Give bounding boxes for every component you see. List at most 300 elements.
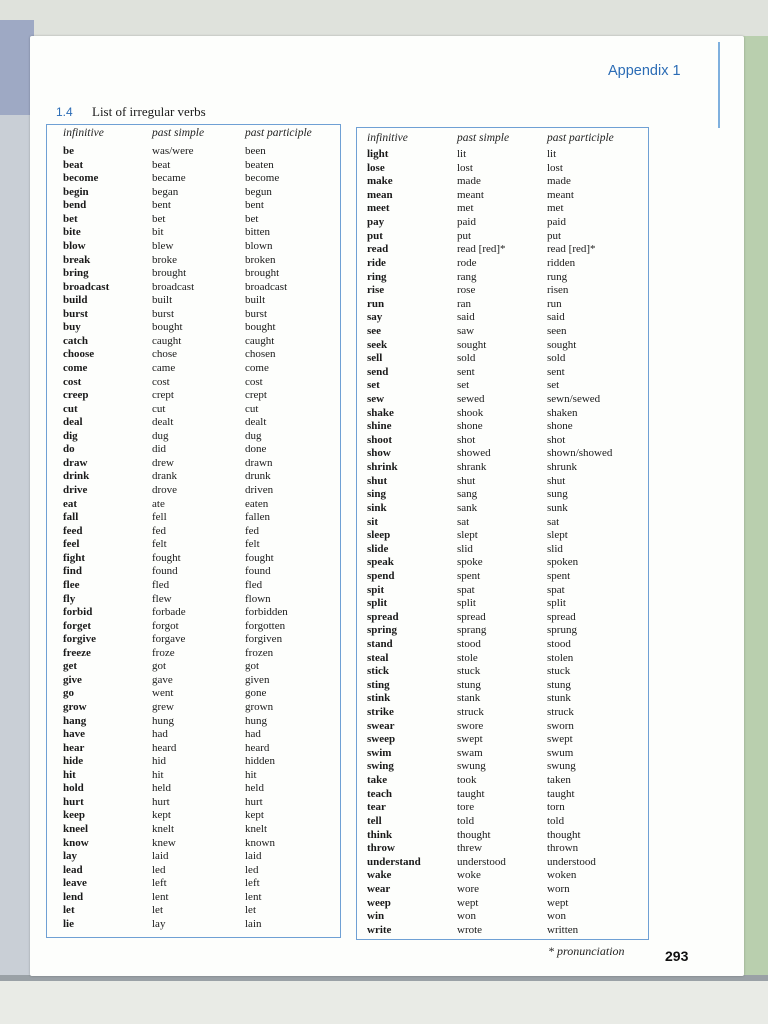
verb-row [47, 294, 340, 308]
past-simple-cell: won [457, 910, 476, 923]
past-participle-cell: spat [547, 583, 565, 596]
infinitive-cell: light [367, 148, 389, 160]
past-participle-cell: driven [245, 484, 274, 496]
column-header: past simple [457, 132, 510, 144]
past-simple-cell: hurt [152, 795, 170, 808]
infinitive-cell: bet [63, 212, 78, 225]
past-participle-cell: brought [245, 267, 280, 279]
verb-row [357, 393, 648, 407]
past-simple-cell: woke [457, 869, 481, 882]
verb-row [357, 597, 648, 611]
verb-row [47, 525, 340, 539]
past-participle-cell: had [245, 728, 261, 741]
infinitive-cell: weep [367, 896, 391, 909]
verb-row [47, 674, 340, 688]
past-simple-cell: got [152, 660, 167, 673]
verb-row [47, 823, 340, 837]
verb-row [357, 556, 648, 570]
verb-row [357, 175, 648, 189]
verb-row [47, 511, 340, 525]
past-participle-cell: stuck [547, 665, 571, 678]
verb-row [47, 837, 340, 851]
past-simple-cell: hid [152, 755, 167, 768]
verb-row [47, 389, 340, 403]
past-simple-cell: broadcast [152, 280, 195, 293]
infinitive-cell: sting [367, 678, 390, 691]
infinitive-cell: flee [63, 578, 80, 591]
verb-row [357, 692, 648, 706]
verb-table-left [46, 124, 341, 938]
past-participle-cell: let [245, 904, 256, 917]
past-simple-cell: met [457, 202, 474, 215]
infinitive-cell: grow [63, 701, 87, 713]
past-simple-cell: cut [152, 402, 166, 415]
past-simple-cell: went [152, 687, 174, 700]
scan-background-left-tab [0, 20, 34, 115]
verb-row [357, 856, 648, 870]
past-simple-cell: stank [457, 692, 481, 705]
verb-row [357, 488, 648, 502]
past-simple-cell: said [457, 311, 475, 324]
verb-row [357, 897, 648, 911]
past-simple-cell: hung [152, 714, 174, 727]
verb-row [357, 883, 648, 897]
infinitive-cell: see [367, 324, 382, 337]
past-participle-cell: wept [547, 896, 569, 909]
infinitive-cell: swear [367, 719, 395, 732]
past-simple-cell: slid [457, 542, 473, 555]
past-participle-cell: sunk [547, 501, 568, 514]
verb-row [47, 172, 340, 186]
infinitive-cell: tear [367, 801, 386, 814]
verb-row [357, 325, 648, 339]
scan-background-top [0, 0, 768, 40]
infinitive-cell: show [367, 447, 391, 460]
past-participle-cell: thrown [547, 842, 579, 855]
infinitive-cell: ring [367, 270, 387, 283]
infinitive-cell: deal [63, 416, 83, 429]
verb-row [357, 706, 648, 720]
past-simple-cell: fought [152, 551, 181, 564]
past-participle-cell: made [547, 175, 571, 188]
verb-row [357, 298, 648, 312]
section-title: List of irregular verbs [92, 104, 206, 119]
footnote: * pronunciation [548, 944, 625, 958]
past-simple-cell: swore [457, 719, 484, 732]
past-participle-cell: taken [547, 774, 571, 787]
verb-row [357, 910, 648, 924]
past-participle-cell: crept [245, 389, 267, 402]
past-participle-cell: beaten [245, 158, 274, 171]
past-simple-cell: heard [152, 741, 177, 754]
verb-row [357, 243, 648, 257]
past-simple-cell: rode [457, 256, 477, 269]
past-simple-cell: ate [152, 497, 165, 510]
past-participle-cell: said [547, 311, 565, 324]
infinitive-cell: lead [63, 863, 83, 876]
past-participle-cell: forbidden [245, 606, 288, 618]
verb-row [357, 869, 648, 883]
past-simple-cell: crept [152, 389, 174, 402]
past-participle-cell: fled [245, 578, 263, 591]
verb-row [47, 362, 340, 376]
past-simple-cell: took [457, 774, 477, 787]
infinitive-cell: hang [63, 714, 87, 727]
verb-row [47, 633, 340, 647]
past-simple-cell: dug [152, 429, 169, 442]
infinitive-cell: break [63, 253, 91, 266]
past-participle-cell: left [245, 877, 260, 890]
past-simple-cell: led [152, 863, 166, 876]
past-simple-cell: hit [152, 768, 164, 781]
infinitive-cell: spring [367, 624, 397, 637]
infinitive-cell: teach [367, 787, 393, 800]
past-participle-cell: fought [245, 551, 274, 564]
infinitive-cell: wear [367, 882, 391, 895]
infinitive-cell: build [63, 294, 88, 307]
past-simple-cell: sang [457, 488, 478, 501]
page-number: 293 [665, 948, 689, 964]
infinitive-cell: hide [63, 755, 84, 768]
infinitive-cell: eat [63, 497, 78, 510]
past-simple-cell: set [457, 379, 470, 392]
past-simple-cell: wore [457, 882, 479, 895]
past-simple-cell: broke [152, 253, 178, 266]
past-participle-cell: stolen [547, 651, 574, 664]
infinitive-cell: sell [367, 352, 383, 365]
past-participle-cell: lain [245, 917, 262, 930]
verb-row [357, 570, 648, 584]
past-simple-cell: forgave [152, 633, 186, 646]
past-simple-cell: read [red]* [457, 243, 506, 256]
infinitive-cell: cost [63, 375, 82, 388]
past-participle-cell: broadcast [245, 280, 288, 293]
past-participle-cell: bet [245, 212, 259, 225]
past-participle-cell: stunk [547, 692, 571, 705]
column-header: past participle [245, 127, 312, 139]
past-simple-cell: built [152, 294, 173, 307]
past-participle-cell: drawn [245, 456, 273, 469]
past-simple-cell: told [457, 814, 475, 827]
verb-row [357, 434, 648, 448]
verb-row [357, 747, 648, 761]
verb-row [357, 815, 648, 829]
infinitive-cell: think [367, 828, 393, 841]
verb-row [47, 715, 340, 729]
past-simple-cell: sewed [457, 393, 485, 405]
past-simple-cell: rang [457, 270, 477, 283]
infinitive-cell: stick [367, 665, 389, 678]
scan-background-bottom [0, 975, 768, 1024]
infinitive-cell: split [367, 597, 388, 610]
infinitive-cell: pay [367, 216, 385, 228]
past-simple-cell: spat [457, 583, 475, 596]
infinitive-cell: strike [367, 706, 394, 718]
verb-row [357, 774, 648, 788]
past-simple-cell: grew [152, 701, 174, 713]
past-simple-cell: froze [152, 646, 175, 659]
verb-row [357, 720, 648, 734]
past-simple-cell: saw [457, 324, 475, 337]
infinitive-cell: feel [63, 538, 80, 551]
verb-row [47, 593, 340, 607]
infinitive-cell: hold [63, 782, 84, 795]
infinitive-cell: bend [63, 199, 87, 212]
infinitive-cell: do [63, 443, 75, 456]
verb-row [47, 470, 340, 484]
infinitive-cell: make [367, 175, 393, 188]
past-participle-cell: spread [547, 610, 576, 623]
infinitive-cell: seek [367, 338, 388, 351]
past-participle-cell: ridden [547, 256, 576, 269]
verb-row [357, 733, 648, 747]
past-participle-cell: found [245, 565, 271, 578]
past-participle-cell: sought [547, 338, 577, 351]
past-participle-cell: woken [547, 869, 577, 882]
verb-row [357, 624, 648, 638]
past-participle-cell: told [547, 814, 565, 827]
infinitive-cell: send [367, 365, 389, 378]
infinitive-cell: put [367, 229, 383, 242]
past-simple-cell: sprang [457, 624, 487, 637]
verb-row [47, 891, 340, 905]
past-participle-cell: bent [245, 199, 264, 212]
past-participle-cell: swung [547, 760, 576, 773]
past-participle-cell: come [245, 362, 269, 374]
past-simple-cell: shook [457, 406, 484, 419]
past-participle-cell: shown/showed [547, 447, 613, 460]
section-number: 1.4 [56, 105, 73, 119]
verb-row [357, 652, 648, 666]
past-participle-cell: sworn [547, 719, 574, 732]
verb-row [357, 311, 648, 325]
past-participle-cell: shot [547, 433, 566, 446]
past-simple-cell: swept [457, 733, 483, 746]
verb-row [47, 199, 340, 213]
past-simple-cell: kept [152, 809, 171, 822]
infinitive-cell: leave [63, 877, 87, 890]
infinitive-cell: sink [367, 501, 387, 514]
infinitive-cell: mean [367, 188, 393, 201]
past-participle-cell: hung [245, 714, 267, 727]
infinitive-cell: drink [63, 470, 90, 483]
verb-row [357, 829, 648, 843]
past-participle-cell: grown [245, 701, 274, 713]
infinitive-cell: slide [367, 542, 389, 555]
past-participle-cell: cut [245, 402, 259, 415]
verb-row [47, 701, 340, 715]
infinitive-cell: dig [63, 429, 78, 442]
infinitive-cell: know [63, 836, 89, 849]
verb-row [357, 189, 648, 203]
past-simple-cell: stung [457, 678, 481, 691]
infinitive-cell: find [63, 565, 82, 578]
verb-row [47, 484, 340, 498]
past-simple-cell: stood [457, 638, 481, 650]
verb-row [357, 284, 648, 298]
infinitive-cell: get [63, 660, 78, 673]
infinitive-cell: hurt [63, 795, 84, 808]
infinitive-cell: have [63, 728, 85, 741]
past-participle-cell: felt [245, 538, 260, 551]
past-simple-cell: held [152, 782, 171, 795]
verb-row [47, 687, 340, 701]
past-simple-cell: drew [152, 456, 174, 469]
past-participle-cell: spoken [547, 556, 579, 569]
verb-row [47, 308, 340, 322]
past-simple-cell: spoke [457, 556, 483, 569]
past-participle-cell: thought [547, 828, 581, 841]
verb-row [357, 447, 648, 461]
past-simple-cell: paid [457, 216, 476, 228]
past-simple-cell: stole [457, 651, 478, 664]
past-simple-cell: burst [152, 307, 174, 320]
infinitive-cell: shoot [367, 433, 393, 446]
infinitive-cell: sweep [367, 733, 396, 746]
infinitive-cell: shine [367, 420, 392, 433]
verb-row [47, 620, 340, 634]
infinitive-cell: feed [63, 524, 83, 537]
past-participle-cell: put [547, 229, 562, 242]
past-simple-cell: forgot [152, 619, 179, 632]
past-simple-cell: put [457, 229, 472, 242]
infinitive-cell: freeze [63, 646, 91, 659]
past-participle-cell: kept [245, 809, 264, 822]
verb-row [47, 159, 340, 173]
past-participle-cell: sent [547, 365, 565, 378]
column-header: past participle [547, 132, 614, 144]
infinitive-cell: tell [367, 814, 382, 827]
past-simple-cell: bit [152, 226, 164, 239]
verb-row [47, 579, 340, 593]
past-participle-cell: flown [245, 592, 271, 605]
past-simple-cell: shone [457, 420, 483, 433]
past-simple-cell: drove [152, 484, 178, 496]
past-participle-cell: known [245, 836, 275, 849]
verb-row [47, 742, 340, 756]
infinitive-cell: let [63, 904, 75, 917]
past-participle-cell: taught [547, 787, 575, 800]
verb-row [47, 186, 340, 200]
infinitive-cell: bite [63, 226, 81, 239]
infinitive-cell: say [367, 311, 383, 324]
past-participle-cell: built [245, 294, 266, 307]
past-participle-cell: become [245, 172, 280, 185]
past-simple-cell: flew [152, 592, 172, 605]
past-simple-cell: wept [457, 896, 479, 909]
infinitive-cell: read [367, 243, 389, 256]
infinitive-cell: lay [63, 850, 78, 863]
verb-row [47, 376, 340, 390]
past-simple-cell: threw [457, 842, 483, 855]
infinitive-cell: begin [63, 185, 89, 198]
infinitive-cell: set [367, 379, 380, 392]
past-simple-cell: bet [152, 212, 166, 225]
past-simple-cell: spent [457, 569, 481, 582]
past-simple-cell: did [152, 443, 167, 456]
past-participle-cell: risen [547, 284, 569, 297]
verb-row [47, 430, 340, 444]
column-header: infinitive [63, 127, 104, 139]
verb-row [357, 665, 648, 679]
past-participle-cell: sat [547, 515, 560, 528]
verb-row [47, 552, 340, 566]
verb-row [357, 420, 648, 434]
past-simple-cell: brought [152, 267, 187, 279]
past-participle-cell: hurt [245, 795, 263, 808]
past-simple-cell: sank [457, 501, 478, 514]
past-participle-cell: paid [547, 216, 566, 228]
past-participle-cell: struck [547, 706, 574, 718]
past-participle-cell: heard [245, 741, 270, 754]
past-participle-cell: burst [245, 307, 267, 320]
verb-row [357, 584, 648, 598]
verb-row [357, 271, 648, 285]
past-participle-cell: sewn/sewed [547, 393, 601, 405]
verb-row [47, 647, 340, 661]
past-simple-cell: taught [457, 787, 485, 800]
verb-row [357, 230, 648, 244]
past-simple-cell: sent [457, 365, 475, 378]
infinitive-cell: hit [63, 768, 76, 781]
past-participle-cell: read [red]* [547, 243, 596, 256]
past-participle-cell: led [245, 863, 259, 876]
column-header: infinitive [367, 132, 408, 144]
past-simple-cell: was/were [152, 145, 194, 157]
infinitive-cell: bring [63, 267, 89, 279]
infinitive-cell: drive [63, 484, 88, 496]
past-participle-cell: fallen [245, 511, 271, 524]
verb-row [47, 457, 340, 471]
verb-row [357, 543, 648, 557]
past-simple-cell: understood [457, 855, 506, 868]
verb-row [47, 769, 340, 783]
past-participle-cell: forgiven [245, 633, 283, 646]
verb-row [47, 321, 340, 335]
past-participle-cell: forgotten [245, 619, 286, 632]
past-participle-cell: stood [547, 638, 571, 650]
past-participle-cell: dealt [245, 416, 267, 429]
past-participle-cell: spent [547, 569, 571, 582]
infinitive-cell: lose [367, 161, 385, 174]
infinitive-cell: stink [367, 692, 391, 705]
past-simple-cell: knew [152, 836, 176, 849]
verb-row [357, 407, 648, 421]
past-participle-cell: run [547, 297, 562, 310]
past-simple-cell: lit [457, 148, 467, 160]
infinitive-cell: speak [367, 556, 394, 569]
infinitive-cell: shut [367, 474, 388, 487]
past-participle-cell: lit [547, 148, 557, 160]
past-participle-cell: been [245, 145, 266, 157]
infinitive-cell: forgive [63, 633, 96, 646]
past-participle-cell: cost [245, 375, 263, 388]
infinitive-cell: sleep [367, 529, 391, 542]
verb-row [357, 339, 648, 353]
past-participle-cell: hit [245, 768, 257, 781]
past-simple-cell: came [152, 362, 176, 374]
verb-row [47, 755, 340, 769]
verb-row [357, 461, 648, 475]
infinitive-cell: swing [367, 760, 394, 773]
verb-row [47, 226, 340, 240]
past-simple-cell: thought [457, 828, 491, 841]
past-participle-cell: begun [245, 185, 272, 198]
infinitive-cell: forbid [63, 606, 93, 618]
past-participle-cell: given [245, 673, 270, 686]
past-simple-cell: gave [152, 673, 173, 686]
verb-row [47, 145, 340, 159]
